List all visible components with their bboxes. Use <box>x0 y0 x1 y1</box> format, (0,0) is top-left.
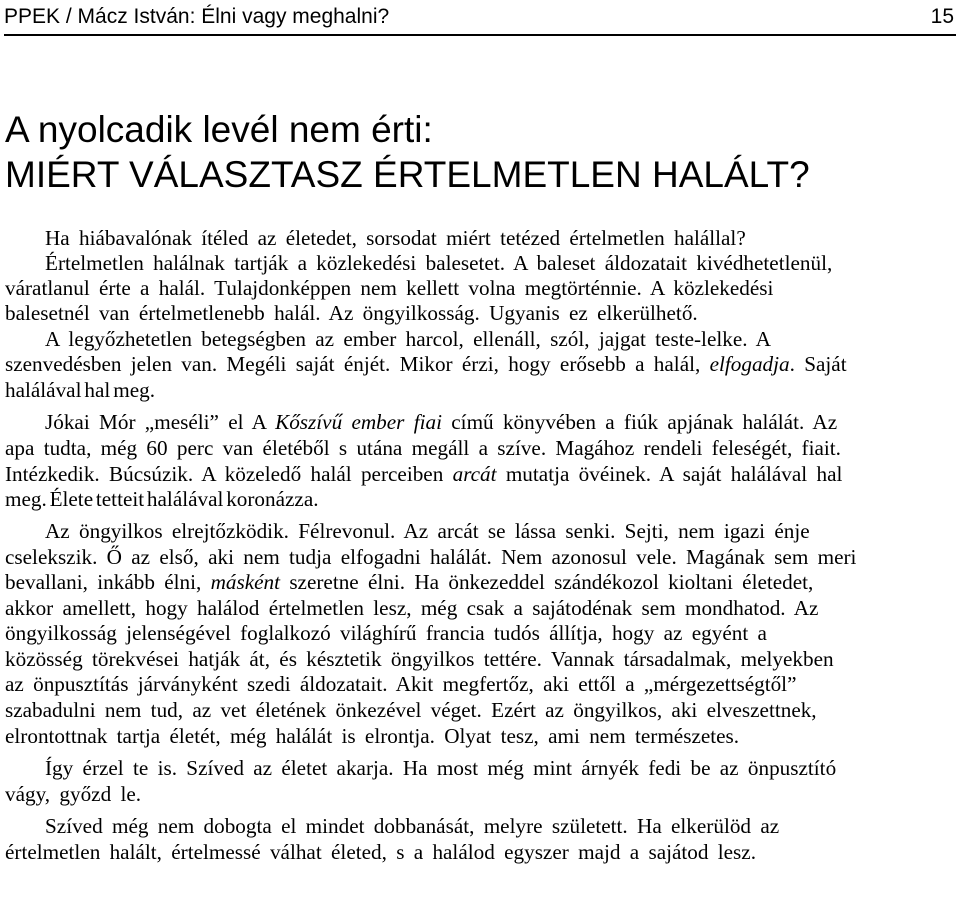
body-line <box>5 276 773 300</box>
body-line <box>5 840 756 864</box>
body-line <box>5 462 842 486</box>
text-segment: vágy, győzd le. <box>5 782 142 806</box>
body-line <box>45 327 771 351</box>
text-segment: mutatja övéinek. A saját halálával hal <box>496 462 843 486</box>
text-segment: szeretne élni. Ha önkezeddel szándékozol kioltani életedet, <box>280 570 814 594</box>
body-line <box>5 545 856 569</box>
text-segment: cselekszik. Ő az első, aki nem tudja elfogadni halálát. Nem azonosul vele. Magának sem meri <box>5 545 857 569</box>
body-line <box>45 519 810 543</box>
body-line <box>5 301 698 325</box>
running-title: PPEK / Mácz István: Élni vagy meghalni? <box>4 5 390 28</box>
body-line <box>45 251 832 275</box>
body-line <box>5 621 767 645</box>
body-line <box>5 352 847 376</box>
chapter-title-line-2: MIÉRT VÁLASZTASZ ÉRTELMETLEN HALÁLT? <box>5 154 810 195</box>
body-line <box>45 410 837 434</box>
text-segment: Szíved még nem dobogta el mindet dobbanását, melyre született. Ha elkerülöd az <box>45 814 780 838</box>
text-segment: értelmetlen halált, értelmessé válhat életed, s a halálod egyszer majd a sajátod lesz. <box>5 840 757 864</box>
body-line <box>5 672 796 696</box>
text-segment: apa tudta, még 60 perc van életéből s utána megáll a szíve. Magához rendeli feleségét, fiait. <box>5 436 841 460</box>
body-line <box>45 814 779 838</box>
body-line <box>45 756 836 780</box>
body-line <box>5 436 841 460</box>
body-line <box>5 782 141 806</box>
text-segment: akkor amellett, hogy halálod értelmetlen lesz, még csak a sajátodénak sem mondhatod. Az <box>5 596 819 620</box>
chapter-title-line-1: A nyolcadik levél nem érti: <box>5 109 433 150</box>
body-line <box>45 226 746 250</box>
body-line <box>5 596 818 620</box>
body-line <box>5 698 817 722</box>
italic-text: arcát <box>452 462 497 486</box>
running-header <box>4 4 954 30</box>
text-segment: szabadulni nem tud, az vet életének önkezével véget. Ezért az öngyilkos, aki elveszettnek, <box>5 698 817 722</box>
text-segment: Értelmetlen halálnak tartják a közlekedési balesetet. A baleset áldozatait kivédhetetlenül, <box>45 251 833 275</box>
text-segment: Ha hiábavalónak ítéled az életedet, sorsodat miért tetézed értelmetlen halállal? <box>45 226 746 250</box>
text-segment: . Saját <box>789 352 847 376</box>
text-segment: az önpusztítás járványként szedi áldozatait. Akit megfertőz, aki ettől a „mérgezettségtől” <box>5 672 797 696</box>
header-rule <box>4 34 956 36</box>
italic-text: Kőszívű ember fiai <box>275 410 442 434</box>
text-segment: című könyvében a fiúk apjának halálát. Az <box>441 410 838 434</box>
text-segment: meg. Élete tetteit halálával koronázza. <box>5 487 319 511</box>
body-line <box>5 647 834 671</box>
text-segment: Az öngyilkos elrejtőzködik. Félrevonul. Az arcát se lássa senki. Sejti, nem igazi énje <box>45 519 810 543</box>
body-line <box>5 378 155 402</box>
text-segment: szenvedésben jelen van. Megéli saját énjét. Mikor érzi, hogy erősebb a halál, <box>5 352 710 376</box>
italic-text: elfogadja <box>709 352 790 376</box>
chapter-title <box>5 107 810 197</box>
italic-text: másként <box>210 570 281 594</box>
text-segment: Intézkedik. Búcsúzik. A közeledő halál perceiben <box>5 462 453 486</box>
text-segment: bevallani, inkább élni, <box>5 570 211 594</box>
text-segment: balesetnél van értelmetlenebb halál. Az öngyilkosság. Ugyanis ez elkerülhető. <box>5 301 698 325</box>
text-segment: elrontottnak tartja életét, még halálát is elrontja. Olyat tesz, ami nem természetes. <box>5 724 740 748</box>
body-line <box>5 724 739 748</box>
page-number: 15 <box>930 5 954 28</box>
text-segment: halálával hal meg. <box>5 378 155 402</box>
text-segment: A legyőzhetetlen betegségben az ember harcol, ellenáll, szól, jajgat teste-lelke. A <box>45 327 771 351</box>
text-segment: közösség törekvései hatják át, és késztetik öngyilkos tettére. Vannak társadalmak, melyekben <box>5 647 834 671</box>
text-segment: Így érzel te is. Szíved az életet akarja. Ha most még mint árnyék fedi be az önpusztító <box>45 756 837 780</box>
body-line <box>5 570 813 594</box>
text-segment: öngyilkosság jelenségével foglalkozó világhírű francia tudós állítja, hogy az egyént a <box>5 621 767 645</box>
text-segment: Jókai Mór „meséli” el A <box>45 410 276 434</box>
text-segment: váratlanul érte a halál. Tulajdonképpen nem kellett volna megtörténnie. A közlekedési <box>5 276 774 300</box>
body-line <box>5 487 319 511</box>
